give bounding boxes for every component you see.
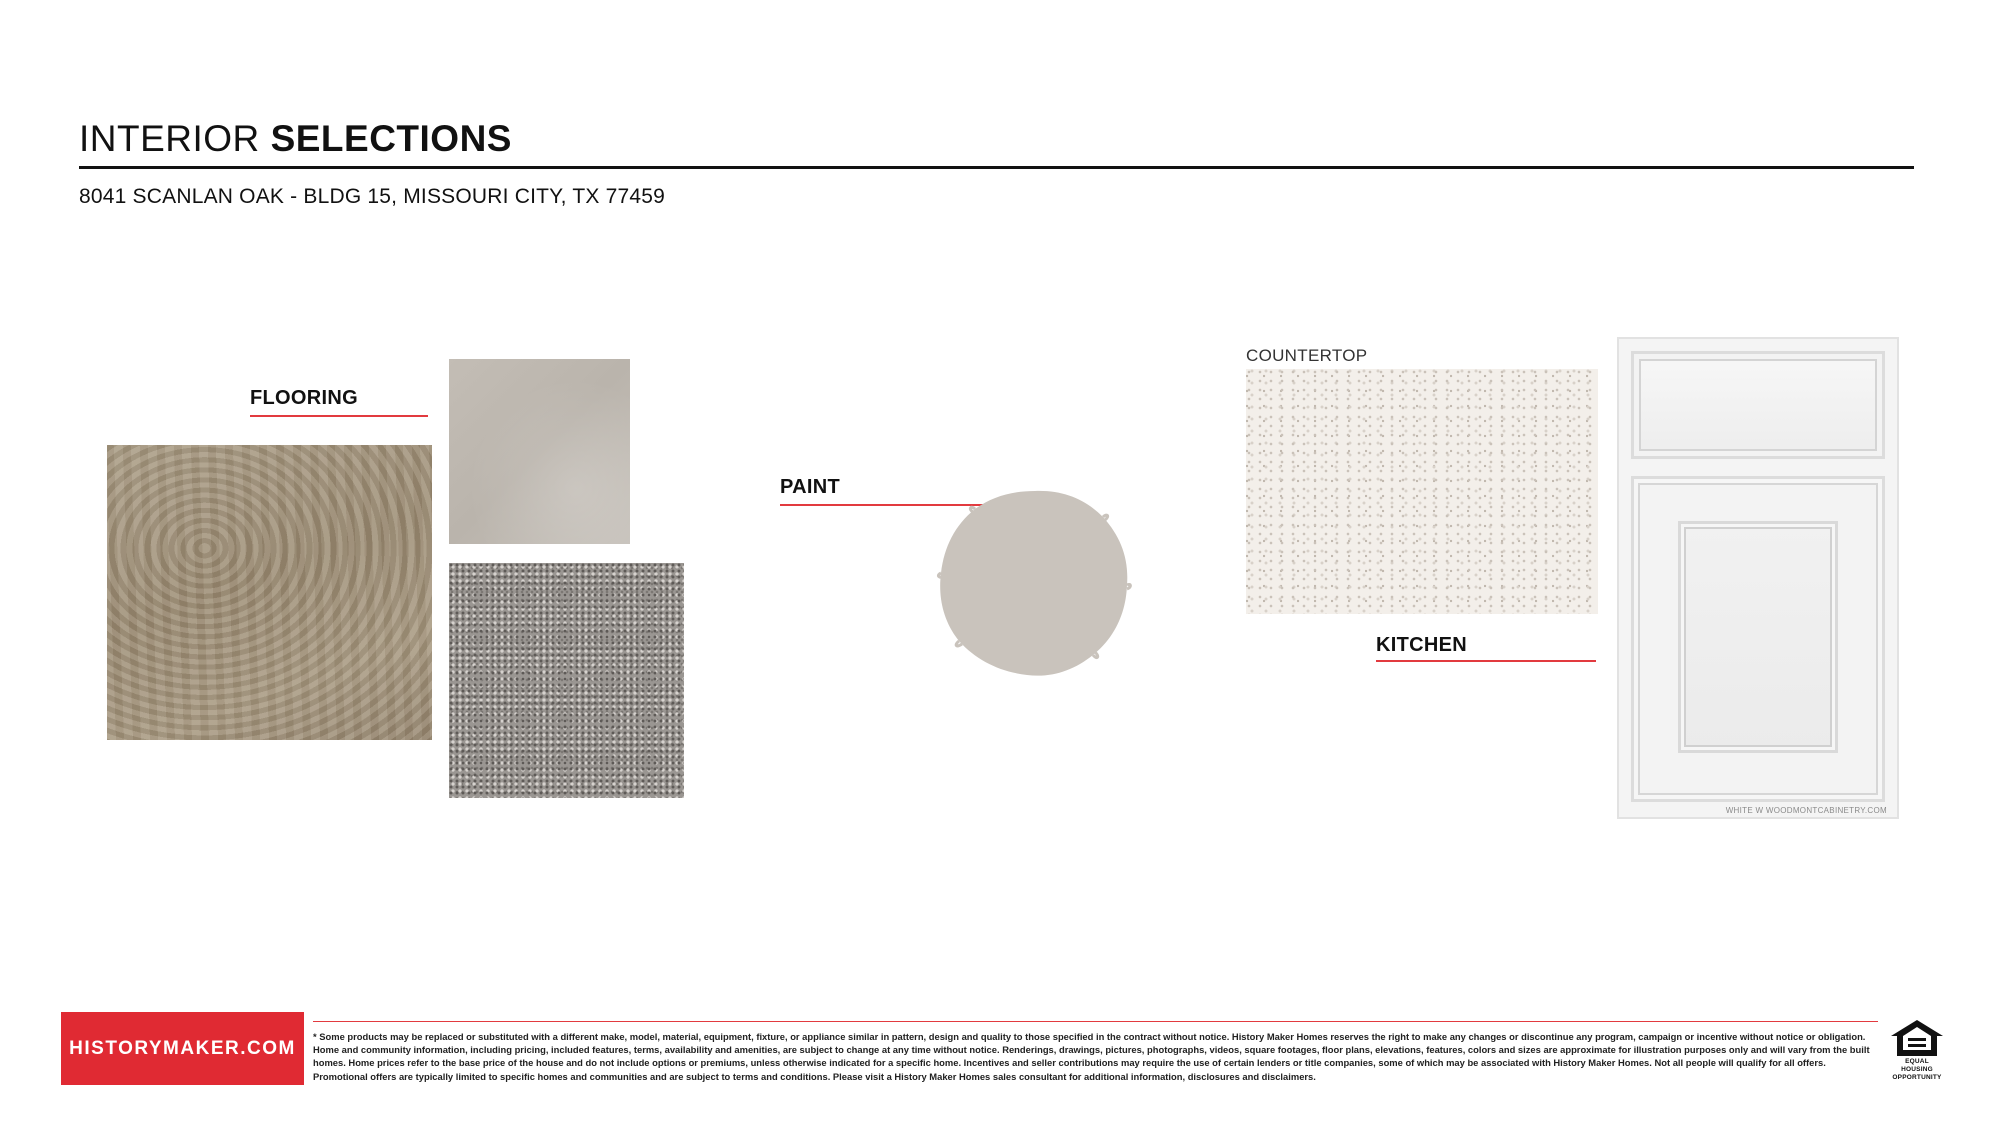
kitchen-underline (1376, 660, 1596, 662)
cabinet-caption: WHITE W WOODMONTCABINETRY.COM (1725, 806, 1887, 815)
cabinet-door (1631, 476, 1885, 802)
historymaker-logo-link[interactable]: HISTORYMAKER.COM (61, 1012, 304, 1085)
cabinet-drawer-front (1631, 351, 1885, 459)
paint-label: PAINT (780, 476, 841, 498)
paint-swatch (935, 485, 1135, 680)
disclaimer-text: * Some products may be replaced or substituted with a different make, model, material, equipment, fixture, or appliance similar in pattern, design and quality to those specified in the contract without notice. History Maker Homes reserves the right to make any changes or discontinue any program, campaign or incentive without notice or obligation. Home and community information, including pricing, included features, terms, availability and amenities, are subject to change at any time without notice. Renderings, drawings, pictures, photographs, videos, square footages, floor plans, elevations, features, colors and sizes are approximate for illustration purposes only and will vary from the built homes. Home prices refer to the base price of the house and do not include options or premiums, unless otherwise indicated for a specific home. Incentives and seller contributions may require the use of certain lenders or title companies, some of which may be associated with History Maker Homes. Not all people will qualify for all offers. Promotional offers are typically limited to specific homes and communities and are subject to terms and conditions. Please visit a History Maker Homes sales consultant for additional information, disclosures and disclaimers. (313, 1031, 1870, 1082)
cabinet-door-panel (1678, 521, 1838, 753)
title-light: INTERIOR (79, 118, 260, 159)
equal-housing-label: EQUAL HOUSING OPPORTUNITY (1892, 1058, 1942, 1081)
title-bold: SELECTIONS (270, 118, 512, 159)
cabinet-door-swatch (1617, 337, 1899, 819)
title-divider (79, 166, 1914, 169)
flooring-label: FLOORING (250, 387, 358, 409)
flooring-underline (250, 415, 428, 417)
property-address: 8041 SCANLAN OAK - BLDG 15, MISSOURI CITY, TX 77459 (79, 185, 665, 208)
carpet-swatch (449, 563, 684, 798)
countertop-swatch (1246, 369, 1598, 614)
footer-divider (313, 1021, 1878, 1022)
countertop-label: COUNTERTOP (1246, 346, 1368, 365)
tile-floor-swatch (449, 359, 630, 544)
wood-floor-swatch (107, 445, 432, 740)
kitchen-label: KITCHEN (1376, 634, 1467, 656)
page-title (79, 112, 512, 166)
